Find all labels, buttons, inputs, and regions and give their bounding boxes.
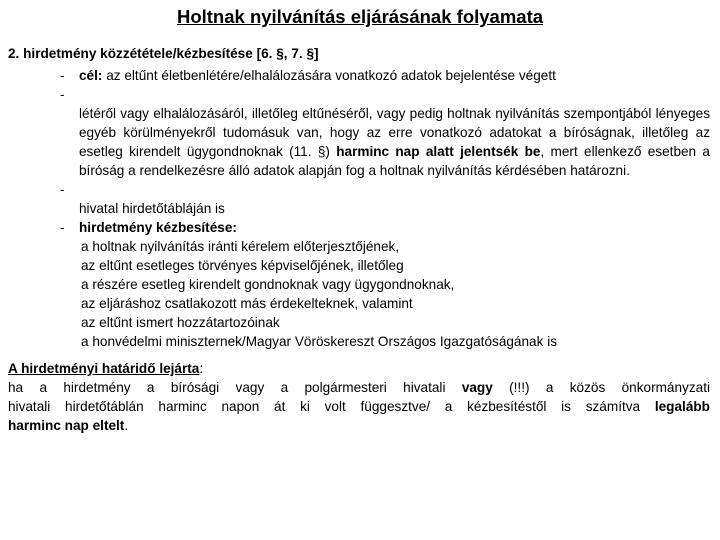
recipient-item: a holtnak nyilvánítás iránti kérelem előterjesztőjének, [81, 239, 400, 254]
purpose-label: cél: [79, 68, 103, 83]
deadline-colon: : [199, 361, 204, 376]
deadline-heading-line [8, 359, 710, 378]
deadline-bold-or: vagy [461, 380, 493, 395]
deadline-section [8, 359, 710, 435]
notice-board-text: hivatal hirdetőtábláján is [79, 201, 225, 216]
page-title-text: Holtnak nyilvánítás eljárásának folyamata [176, 6, 544, 27]
recipient-item: az eltűnt esetleges törvényes képviselőjének, illetőleg [81, 258, 404, 273]
blank-line [79, 85, 710, 104]
content-body [8, 44, 710, 435]
purpose-text: az eltűnt életbenlétére/elhalálozására vonatkozó adatok bejelentése végett [102, 68, 556, 83]
section-heading: 2. hirdetmény közzététele/kézbesítése [6. §, 7. §] [8, 46, 319, 61]
deadline-bold-thirty-days: harminc nap eltelt [8, 418, 125, 433]
recipient-item: az eltűnt ismert hozzátartozóinak [81, 315, 280, 330]
delivery-label: hirdetmény kézbesítése: [79, 220, 237, 235]
deadline-bold-at-least: legalább [654, 399, 710, 414]
list-dash: - [60, 182, 65, 197]
deadline-line-2 [8, 397, 710, 416]
list-item-purpose [8, 66, 710, 85]
call-text-end: , mert ellenkező esetben a bíróság a rendelkezésre álló adatok alapján fog a holtnak nyilvánítás kérdésében határozni. [79, 144, 710, 178]
recipient-item: a részére esetleg kirendelt gondnoknak vagy ügygondnoknak, [81, 277, 455, 292]
list-dash: - [60, 220, 65, 235]
deadline-line-3 [8, 416, 710, 435]
call-deadline-bold: harminc nap alatt jelentsék be [336, 144, 541, 159]
blank-line [79, 180, 710, 199]
call-text-start: létéről vagy elhalálozásáról, illetőleg eltűnéséről, vagy pedig holtnak nyilvánítás szempontjából lényeges egyéb körülményekről tudomásuk van, hogy az erre vonatkozó adatokat a bíróságnak, illetőleg az esetleg kirendelt ügygondnoknak (11. §) [79, 106, 710, 159]
recipient-item: a honvédelmi miniszternek/Magyar Vöröskereszt Országos Igazgatóságának is [81, 334, 558, 349]
recipient-item: az eljáráshoz csatlakozott más érdekelteknek, valamint [81, 296, 413, 311]
list-item-notice-board [8, 180, 710, 218]
deadline-line-1 [8, 378, 710, 397]
recipient-list [8, 237, 710, 351]
deadline-text: hivatali hirdetőtáblán harminc napon át ki volt függesztve/ a kézbesítéstől is számítva [8, 399, 655, 414]
list-dash: - [60, 68, 65, 83]
deadline-period: . [124, 418, 129, 433]
list-item-call-to-report [8, 85, 710, 180]
deadline-heading: A hirdetményi határidő lejárta [8, 361, 200, 376]
list-dash: - [60, 87, 65, 102]
deadline-text: (!!!) a közös önkormányzati [492, 380, 710, 395]
page-title [0, 6, 720, 28]
deadline-text: ha a hirdetmény a bírósági vagy a polgármesteri hivatali [8, 380, 462, 395]
list-item-delivery [8, 218, 710, 237]
